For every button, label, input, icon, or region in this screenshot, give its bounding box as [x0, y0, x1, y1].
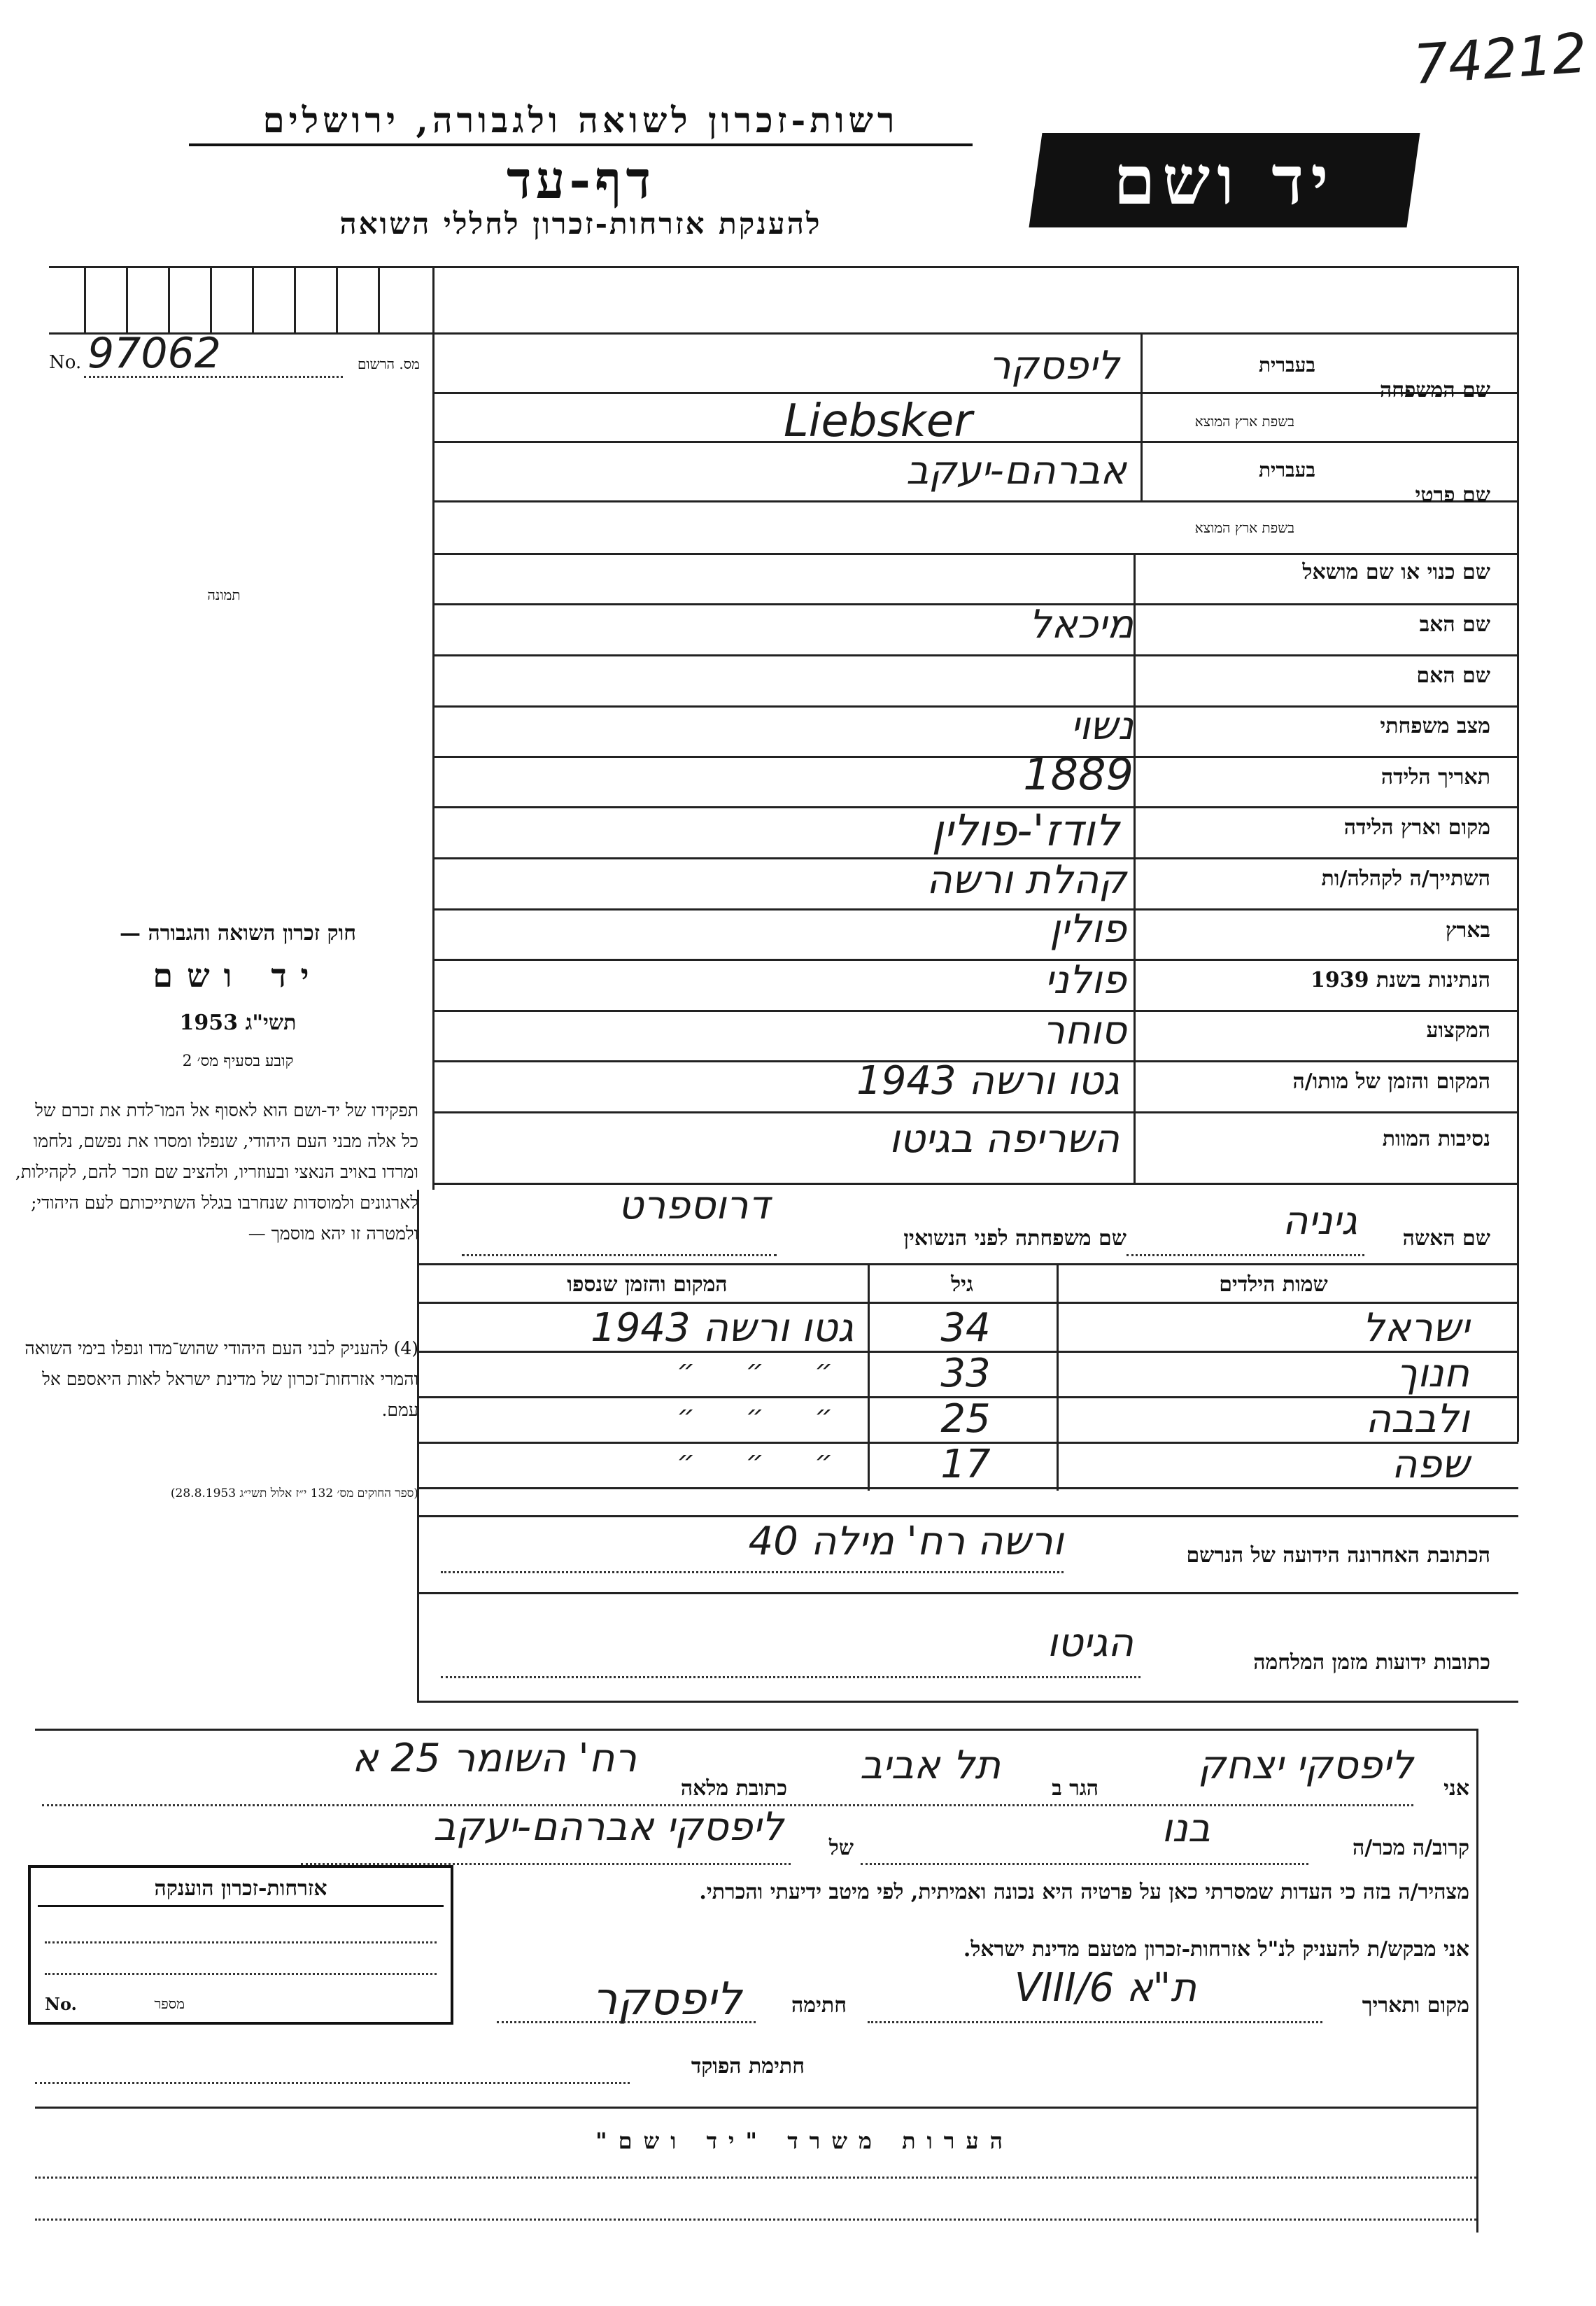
law-item-4: (4) להעניק לבני העם היהודי שהוש־מדו ונפלו בימי השואה והמרי אזרחות־זכרון של מדינת ישראל לאות היאספם אל עמם. [24, 1338, 418, 1420]
wife-label: שם האשה [1402, 1226, 1490, 1251]
child-place: גטו ורשה 1943 [591, 1305, 854, 1351]
citizenship-1939-value: פולני [1044, 957, 1127, 1003]
law-name: יד ושם [153, 957, 323, 994]
form-subtitle: להענקת אזרחות-זכרון לחללי השואה [339, 206, 822, 241]
wife-value: גיניה [1282, 1198, 1357, 1244]
first-name-label: שם פרטי [1415, 483, 1490, 507]
death-place-label: המקום והזמן של מותו/ה [1292, 1069, 1490, 1094]
birth-place-value: לודז'-פולין [931, 805, 1120, 856]
wife-maiden-label: שם משפחתה לפני הנשואין [903, 1226, 1127, 1251]
law-year: תשי"ג 1953 [179, 1011, 297, 1035]
war-address-label: כתובות ידועות מזמן המלחמה [1253, 1650, 1490, 1675]
child-name: חנוך [1396, 1351, 1469, 1396]
family-name-origin-value: Liebsker [784, 395, 973, 447]
law-body: תפקידו של יד-ושם הוא לאסוף אל המו־לדת את זכרם של כל אלה מבני העם היהודי, שנפלו ומסרו את נפשם, נלחמו ומרדו באויב הנאצי ובעוזריו, ולהציב שם וזכר להם, לקהילות, לארגונים ולמוסדות שנחרבו בגלל השתייכותם לעם היהודי; ולמטרה זו יהא מוסמך — [15, 1100, 418, 1244]
profession-label: המקצוע [1426, 1018, 1490, 1043]
profession-value: סוחר [1043, 1008, 1127, 1053]
country-label: בארץ [1445, 918, 1490, 943]
relation-label: קרוב/ה מכר/ה [1353, 1836, 1469, 1860]
father-value: מיכאל [1029, 602, 1134, 647]
declarant-i-label: אני [1443, 1776, 1469, 1801]
authority-header: רשות-זכרון לשואה ולגבורה, ירושלים [189, 99, 973, 146]
death-place-value: גטו ורשה 1943 [856, 1058, 1120, 1104]
nickname-label: שם כנוי או שם מושאל [1302, 560, 1490, 584]
war-address-value: הגיטו [1047, 1620, 1134, 1666]
child-age: 25 [940, 1396, 991, 1442]
children-col-names: שמות הילדים [1219, 1272, 1328, 1297]
mother-label: שם האם [1416, 663, 1490, 688]
child-age: 33 [940, 1351, 991, 1396]
of-label: של [828, 1836, 854, 1860]
birth-place-label: מקום וארץ הלידה [1343, 815, 1490, 840]
citizenship-box-number-prefix: No. [45, 1994, 77, 2014]
country-value: פולין [1050, 906, 1127, 952]
place-date-value: ת"א 6/VIII [1014, 1965, 1196, 2011]
community-label: השתייך/ה לקהלה/ות [1321, 866, 1490, 891]
yad-vashem-logo [1029, 133, 1420, 227]
first-name-hebrew-label: בעברית [1258, 458, 1315, 481]
marital-label: מצב משפחתי [1380, 714, 1490, 738]
declarant-city: תל אביב [859, 1743, 1001, 1788]
signature-value: ליפסקר [592, 1974, 742, 2025]
child-place: ״ ״ ״ [677, 1445, 854, 1477]
child-place: ״ ״ ״ [677, 1400, 854, 1432]
marital-value: נשוי [1071, 703, 1134, 749]
citizenship-box-title: אזרחות-זכרון הוענקה [38, 1876, 444, 1907]
citizenship-box-number-label: מספר [154, 1995, 185, 2012]
child-name: ולבבה [1365, 1396, 1469, 1442]
declarant-full-address-label: כתובת מלאה [680, 1776, 787, 1801]
citizenship-1939-label: הנתינות בשנת 1939 [1310, 968, 1490, 992]
form-title: דף-עד [506, 150, 656, 211]
children-col-place: המקום והזמן שנספו [567, 1272, 728, 1297]
of-value: ליפסקי אברהם-יעקב [433, 1804, 784, 1850]
law-title: חוק זכרון השואה והגבורה — [120, 921, 356, 945]
declarant-full-address: רח' השומר 25 א [352, 1736, 637, 1781]
office-remarks-footer: הערות משרד "יד ושם" [595, 2128, 1015, 2154]
birth-date-label: תאריך הלידה [1380, 765, 1490, 789]
place-date-label: מקום ותאריך [1362, 1993, 1469, 2018]
family-name-label: שם המשפחה [1379, 378, 1490, 402]
first-name-hebrew-value: אברהם-יעקב [905, 448, 1127, 493]
father-label: שם האב [1419, 612, 1490, 637]
officer-signature-label: חתימת הפוקד [691, 2054, 805, 2079]
death-circumstances-label: נסיבות המוות [1382, 1127, 1490, 1151]
relation-value: בנו [1161, 1806, 1210, 1851]
birth-date-value: 1889 [1023, 749, 1134, 800]
registration-label: מס. הרשום [357, 356, 420, 372]
registration-prefix: No. [49, 352, 82, 373]
archive-number: 74212 [1411, 22, 1589, 97]
children-col-age: גיל [951, 1272, 973, 1297]
declaration-text: מצהיר/ה בזה כי העדות שמסרתי כאן על פרטיה היא נכונה ואמיתית, לפי מיטב ידיעתי והכרתי. [699, 1880, 1469, 1904]
citizenship-granted-box [28, 1865, 453, 2025]
logo-text: יד ושם [1113, 141, 1336, 220]
community-value: קהלת ורשה [926, 857, 1127, 903]
child-place: ״ ״ ״ [677, 1354, 854, 1386]
death-circumstances-value: השריפה בגיטו [889, 1116, 1120, 1162]
family-name-hebrew-label: בעברית [1258, 353, 1315, 377]
last-address-value: ורשה רח' מילה 40 [748, 1519, 1064, 1564]
wife-maiden-value: דרוספרט [618, 1183, 770, 1228]
photo-label: תמונה [207, 586, 241, 603]
law-clause: קובע בסעיף מס׳ 2 [182, 1053, 294, 1070]
child-age: 34 [940, 1305, 991, 1351]
family-name-hebrew-value: ליפסקר [988, 343, 1120, 388]
law-citation: (ספר החוקים מס׳ 132 י״ז אלול תשי״ג 28.8.1953) [170, 1486, 418, 1500]
last-address-label: הכתובת האחרונה הידועה של הנרשם [1186, 1543, 1490, 1568]
declarant-name: ליפסקי יצחק [1198, 1743, 1413, 1788]
signature-label: חתימה [791, 1993, 847, 2018]
first-name-origin-label: בשפת ארץ המוצא [1194, 519, 1294, 536]
declarant-resides-label: הגר ב [1052, 1776, 1099, 1801]
child-name: ישראל [1362, 1305, 1469, 1351]
child-name: שפה [1391, 1442, 1469, 1487]
family-name-origin-label: בשפת ארץ המוצא [1194, 413, 1294, 430]
request-text: אני מבקש/ת להעניק לנ"ל אזרחות-זכרון מטעם מדינת ישראל. [963, 1937, 1469, 1962]
registration-number: 97062 [87, 329, 221, 378]
child-age: 17 [940, 1442, 991, 1487]
